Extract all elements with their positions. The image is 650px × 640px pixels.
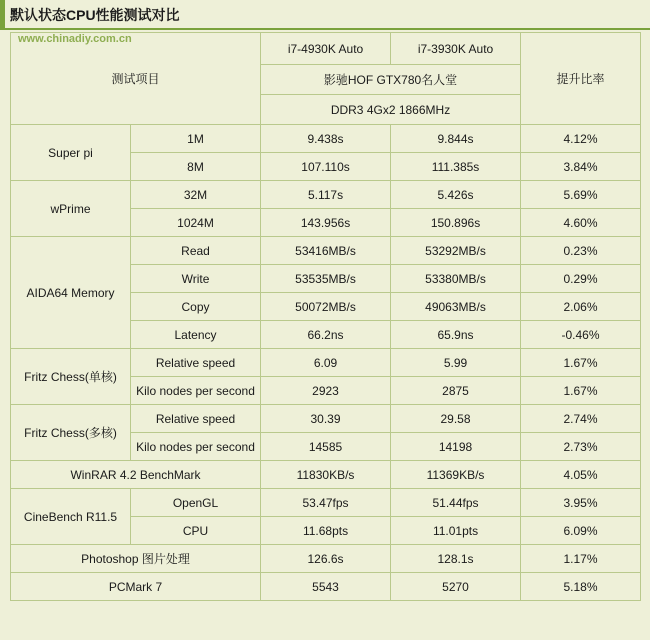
row-group-label: wPrime [11,181,131,237]
row-value-cpu1: 53416MB/s [261,237,391,265]
row-value-cpu1: 53535MB/s [261,265,391,293]
title-accent-bar [0,0,5,30]
row-improve-ratio: 1.67% [521,349,641,377]
row-improve-ratio: 2.74% [521,405,641,433]
row-value-cpu2: 14198 [391,433,521,461]
row-sub-label: 1M [131,125,261,153]
table-row [11,349,641,377]
row-sub-label: 8M [131,153,261,181]
row-improve-ratio: 3.95% [521,489,641,517]
row-value-cpu1: 2923 [261,377,391,405]
table-row [11,489,641,517]
header-memory: DDR3 4Gx2 1866MHz [261,95,521,125]
row-improve-ratio: 5.18% [521,573,641,601]
row-value-cpu2: 128.1s [391,545,521,573]
row-sub-label: Relative speed [131,349,261,377]
row-value-cpu2: 53292MB/s [391,237,521,265]
row-improve-ratio: 6.09% [521,517,641,545]
row-value-cpu2: 150.896s [391,209,521,237]
row-value-cpu1: 5.117s [261,181,391,209]
row-sub-label: Read [131,237,261,265]
row-sub-label: OpenGL [131,489,261,517]
row-group-label: Photoshop 图片处理 [11,545,261,573]
table-row [11,461,641,489]
row-sub-label: Kilo nodes per second [131,377,261,405]
row-value-cpu1: 53.47fps [261,489,391,517]
row-value-cpu1: 50072MB/s [261,293,391,321]
table-row [11,545,641,573]
row-value-cpu2: 49063MB/s [391,293,521,321]
row-sub-label: 1024M [131,209,261,237]
table-row [11,237,641,265]
table-row [11,573,641,601]
row-value-cpu1: 66.2ns [261,321,391,349]
row-sub-label: Write [131,265,261,293]
table-row [11,125,641,153]
row-value-cpu1: 143.956s [261,209,391,237]
row-sub-label: CPU [131,517,261,545]
site-watermark: www.chinadiy.com.cn [18,33,132,45]
row-value-cpu1: 11.68pts [261,517,391,545]
row-group-label: WinRAR 4.2 BenchMark [11,461,261,489]
row-improve-ratio: 0.29% [521,265,641,293]
benchmark-table [10,32,641,601]
row-sub-label: Kilo nodes per second [131,433,261,461]
header-test-item: 测试项目 [11,33,261,125]
header-cpu-1: i7-4930K Auto [261,33,391,65]
row-value-cpu1: 126.6s [261,545,391,573]
row-group-label: PCMark 7 [11,573,261,601]
row-value-cpu2: 111.385s [391,153,521,181]
header-gpu: 影驰HOF GTX780名人堂 [261,65,521,95]
title-divider [0,28,650,30]
table-row [11,405,641,433]
row-value-cpu1: 30.39 [261,405,391,433]
row-value-cpu1: 6.09 [261,349,391,377]
row-improve-ratio: 1.67% [521,377,641,405]
row-improve-ratio: 1.17% [521,545,641,573]
row-value-cpu1: 11830KB/s [261,461,391,489]
row-group-label: Super pi [11,125,131,181]
row-sub-label: Copy [131,293,261,321]
row-value-cpu2: 11.01pts [391,517,521,545]
table-row [11,181,641,209]
row-improve-ratio: 4.12% [521,125,641,153]
row-sub-label: 32M [131,181,261,209]
row-value-cpu2: 9.844s [391,125,521,153]
row-value-cpu1: 5543 [261,573,391,601]
row-group-label: Fritz Chess(单核) [11,349,131,405]
row-improve-ratio: 4.05% [521,461,641,489]
row-improve-ratio: 5.69% [521,181,641,209]
row-improve-ratio: 0.23% [521,237,641,265]
row-value-cpu2: 2875 [391,377,521,405]
row-value-cpu2: 5.426s [391,181,521,209]
row-value-cpu2: 11369KB/s [391,461,521,489]
page-title: 默认状态CPU性能测试对比 [10,7,180,23]
header-cpu-2: i7-3930K Auto [391,33,521,65]
row-value-cpu2: 5.99 [391,349,521,377]
row-improve-ratio: 3.84% [521,153,641,181]
row-value-cpu1: 9.438s [261,125,391,153]
row-value-cpu2: 5270 [391,573,521,601]
row-improve-ratio: 4.60% [521,209,641,237]
row-sub-label: Latency [131,321,261,349]
row-improve-ratio: 2.06% [521,293,641,321]
row-value-cpu2: 53380MB/s [391,265,521,293]
row-group-label: Fritz Chess(多核) [11,405,131,461]
header-improve-ratio: 提升比率 [521,33,641,125]
title-bar [0,0,650,30]
row-group-label: AIDA64 Memory [11,237,131,349]
row-value-cpu2: 29.58 [391,405,521,433]
row-improve-ratio: 2.73% [521,433,641,461]
row-improve-ratio: -0.46% [521,321,641,349]
row-value-cpu2: 51.44fps [391,489,521,517]
row-value-cpu1: 107.110s [261,153,391,181]
row-value-cpu1: 14585 [261,433,391,461]
row-value-cpu2: 65.9ns [391,321,521,349]
row-sub-label: Relative speed [131,405,261,433]
row-group-label: CineBench R11.5 [11,489,131,545]
